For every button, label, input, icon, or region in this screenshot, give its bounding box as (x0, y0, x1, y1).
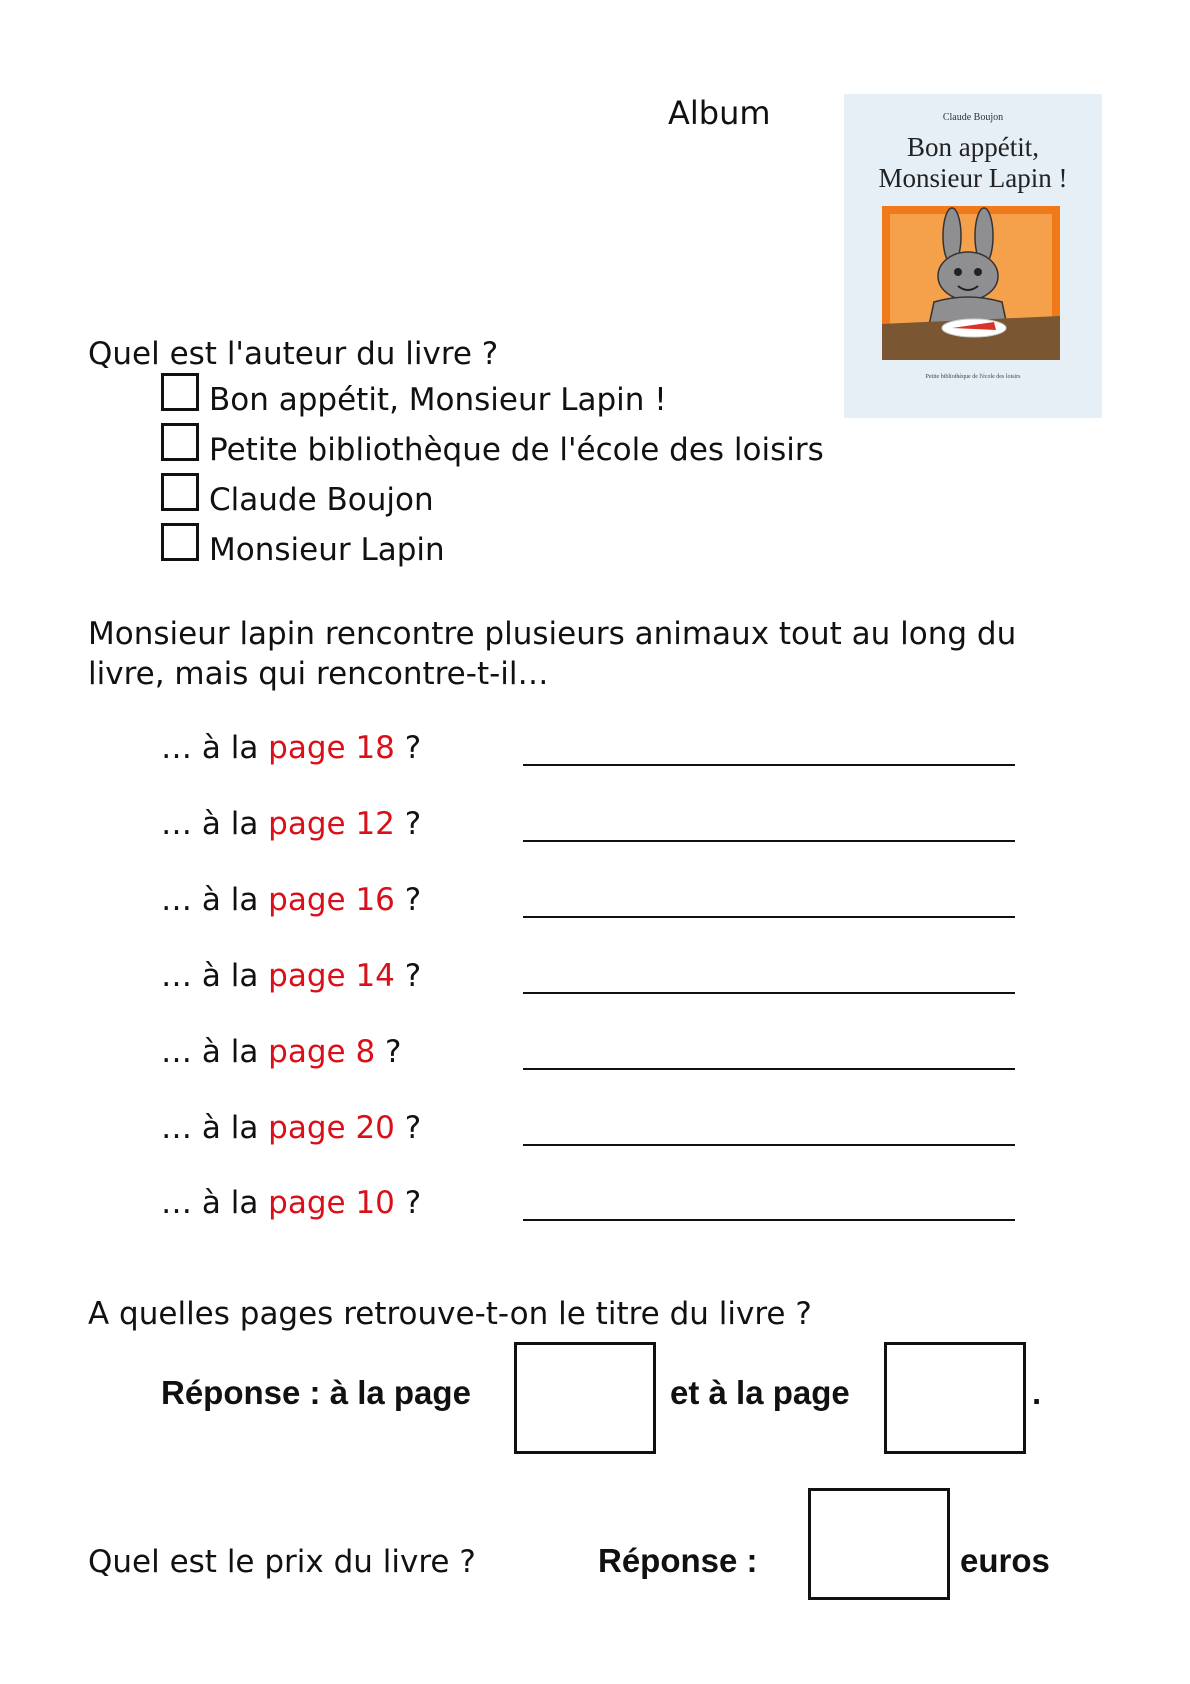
rabbit-illustration (882, 206, 1060, 360)
question-animals: Monsieur lapin rencontre plusieurs animaux tout au long du livre, mais qui rencontre-t-il… (88, 616, 1017, 692)
answer-line[interactable] (523, 1144, 1015, 1146)
rabbit-head (938, 252, 998, 300)
row-text (161, 958, 421, 994)
row-prefix: … à la (161, 1110, 269, 1146)
question-title-pages: A quelles pages retrouve-t-on le titre du livre ? (88, 1296, 812, 1332)
cover-title-line2: Monsieur Lapin ! (878, 163, 1068, 193)
rabbit-eye-left (954, 268, 962, 276)
question-author: Quel est l'auteur du livre ? (88, 336, 499, 372)
row-page: page 18 (268, 730, 395, 766)
row-prefix: … à la (161, 806, 269, 842)
row-suffix: ? (394, 958, 422, 994)
row-text (161, 1185, 421, 1221)
answer-line[interactable] (523, 916, 1015, 918)
page-row (161, 882, 1021, 930)
row-page: page 20 (268, 1110, 395, 1146)
option-2[interactable] (161, 428, 824, 472)
page-row (161, 958, 1021, 1006)
option-4[interactable] (161, 528, 445, 572)
page-row (161, 1034, 1021, 1082)
page-row (161, 1185, 1021, 1233)
row-suffix: ? (375, 1034, 402, 1070)
checkbox-option-4[interactable] (161, 523, 199, 561)
cover-title (844, 132, 1102, 194)
price-answer-prefix: Réponse : (598, 1542, 758, 1579)
row-prefix: … à la (161, 958, 269, 994)
option-4-label: Monsieur Lapin (209, 532, 445, 568)
row-suffix: ? (394, 806, 422, 842)
answer-line[interactable] (523, 1068, 1015, 1070)
option-1-label: Bon appétit, Monsieur Lapin ! (209, 382, 667, 418)
answer-line[interactable] (523, 840, 1015, 842)
rabbit-eye-right (974, 268, 982, 276)
answer-line[interactable] (523, 992, 1015, 994)
row-text (161, 806, 421, 842)
answer-line[interactable] (523, 1219, 1015, 1221)
cover-author: Claude Boujon (942, 112, 1004, 123)
row-suffix: ? (394, 730, 422, 766)
row-prefix: … à la (161, 730, 269, 766)
row-suffix: ? (394, 882, 422, 918)
option-2-label: Petite bibliothèque de l'école des loisirs (209, 432, 824, 468)
answer-box-page-1[interactable] (514, 1342, 656, 1454)
answer-suffix: . (1032, 1374, 1042, 1411)
row-page: page 12 (268, 806, 395, 842)
row-page: page 14 (268, 958, 395, 994)
checkbox-option-1[interactable] (161, 373, 199, 411)
row-text (161, 1034, 402, 1070)
answer-middle: et à la page (670, 1374, 850, 1411)
page-row (161, 806, 1021, 854)
option-3-label: Claude Boujon (209, 482, 434, 518)
row-text (161, 730, 421, 766)
page-title: Album (668, 94, 771, 132)
question-price: Quel est le prix du livre ? (88, 1544, 476, 1580)
row-page: page 10 (268, 1185, 395, 1221)
price-answer-box[interactable] (808, 1488, 950, 1600)
price-unit: euros (960, 1542, 1050, 1579)
row-prefix: … à la (161, 882, 269, 918)
checkbox-option-2[interactable] (161, 423, 199, 461)
cover-title-line1: Bon appétit, (907, 132, 1039, 162)
checkbox-option-3[interactable] (161, 473, 199, 511)
row-page: page 16 (268, 882, 395, 918)
answer-prefix: Réponse : à la page (161, 1374, 471, 1411)
row-suffix: ? (394, 1110, 422, 1146)
answer-line[interactable] (523, 764, 1015, 766)
row-text (161, 882, 421, 918)
page-row (161, 1110, 1021, 1158)
row-prefix: … à la (161, 1185, 269, 1221)
option-3[interactable] (161, 478, 434, 522)
page-row (161, 730, 1021, 778)
cover-publisher: Petite bibliothèque de l'école des loisirs (925, 374, 1021, 380)
row-suffix: ? (394, 1185, 422, 1221)
answer-box-page-2[interactable] (884, 1342, 1026, 1454)
row-text (161, 1110, 421, 1146)
row-prefix: … à la (161, 1034, 269, 1070)
option-1[interactable] (161, 378, 667, 422)
book-cover-image (844, 94, 1102, 418)
row-page: page 8 (268, 1034, 376, 1070)
